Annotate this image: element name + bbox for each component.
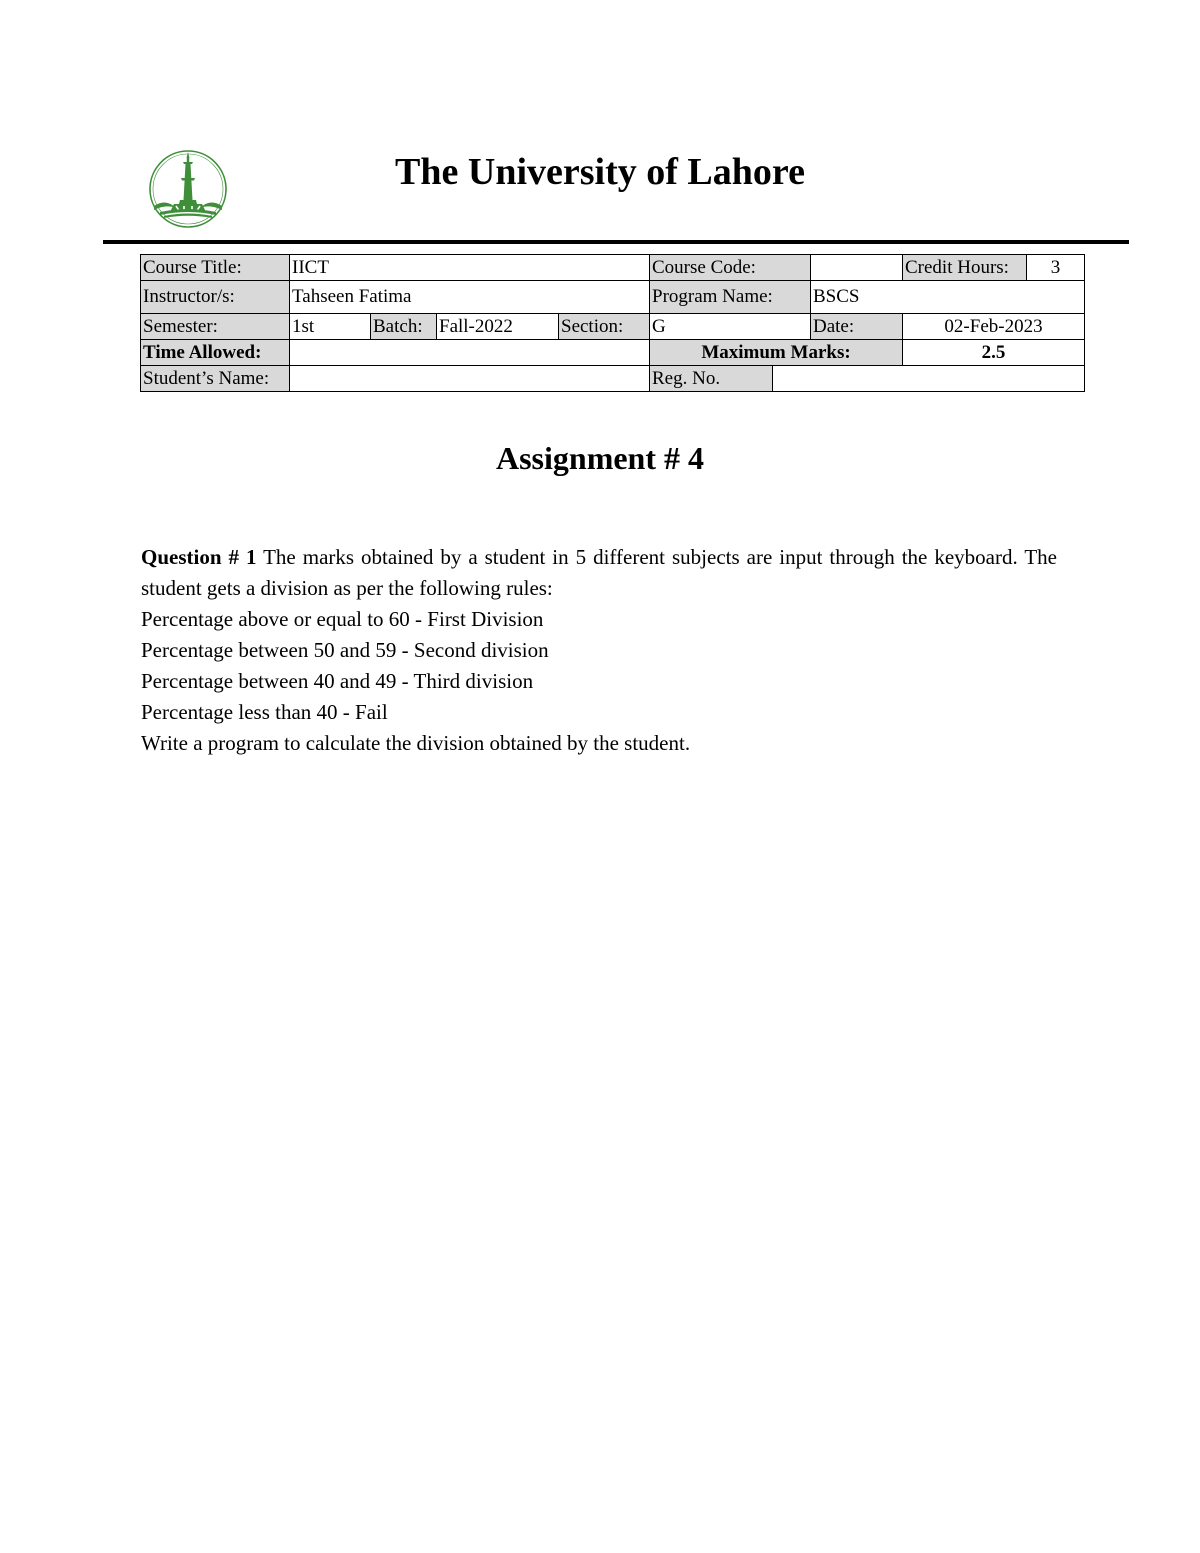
row-course xyxy=(141,255,1085,281)
row-student xyxy=(141,366,1085,392)
rule-item: Percentage between 40 and 49 - Third division xyxy=(141,669,534,693)
instructor-value: Tahseen Fatima xyxy=(290,281,650,314)
question-paragraph xyxy=(141,542,1057,604)
question-label: Question # 1 xyxy=(141,545,257,569)
student-name-value xyxy=(290,366,650,392)
row-instructor xyxy=(141,281,1085,314)
assignment-title: Assignment # 4 xyxy=(495,440,704,476)
instructor-label: Instructor/s: xyxy=(141,281,290,314)
reg-no-value xyxy=(773,366,1085,392)
time-allowed-value xyxy=(290,340,650,366)
credit-hours-value: 3 xyxy=(1027,255,1085,281)
student-name-label: Student’s Name: xyxy=(141,366,290,392)
rule-item: Percentage between 50 and 59 - Second division xyxy=(141,638,549,662)
header-rule xyxy=(103,240,1129,244)
reg-no-label: Reg. No. xyxy=(650,366,773,392)
section-value: G xyxy=(650,314,811,340)
batch-label: Batch: xyxy=(371,314,437,340)
course-code-value xyxy=(811,255,903,281)
row-time xyxy=(141,340,1085,366)
time-allowed-label: Time Allowed: xyxy=(141,340,290,366)
row-semester xyxy=(141,314,1085,340)
rule-item: Percentage less than 40 - Fail xyxy=(141,700,388,724)
question-text: The marks obtained by a student in 5 different subjects are input through the keyboard. The student gets a division as per the following rules: xyxy=(141,545,1058,600)
course-title-label: Course Title: xyxy=(141,255,290,281)
university-title: The University of Lahore xyxy=(395,151,805,193)
max-marks-value: 2.5 xyxy=(903,340,1085,366)
date-value: 02-Feb-2023 xyxy=(903,314,1085,340)
section-label: Section: xyxy=(559,314,650,340)
program-value: BSCS xyxy=(811,281,1085,314)
semester-value: 1st xyxy=(290,314,371,340)
max-marks-label: Maximum Marks: xyxy=(650,340,903,366)
rule-item: Percentage above or equal to 60 - First Division xyxy=(141,607,544,631)
course-info-table xyxy=(140,254,1085,392)
course-code-label: Course Code: xyxy=(650,255,811,281)
batch-value: Fall-2022 xyxy=(437,314,559,340)
semester-label: Semester: xyxy=(141,314,290,340)
course-title-value: IICT xyxy=(290,255,650,281)
credit-hours-label: Credit Hours: xyxy=(903,255,1027,281)
date-label: Date: xyxy=(811,314,903,340)
program-label: Program Name: xyxy=(650,281,811,314)
instruction-text: Write a program to calculate the division obtained by the student. xyxy=(141,731,691,755)
